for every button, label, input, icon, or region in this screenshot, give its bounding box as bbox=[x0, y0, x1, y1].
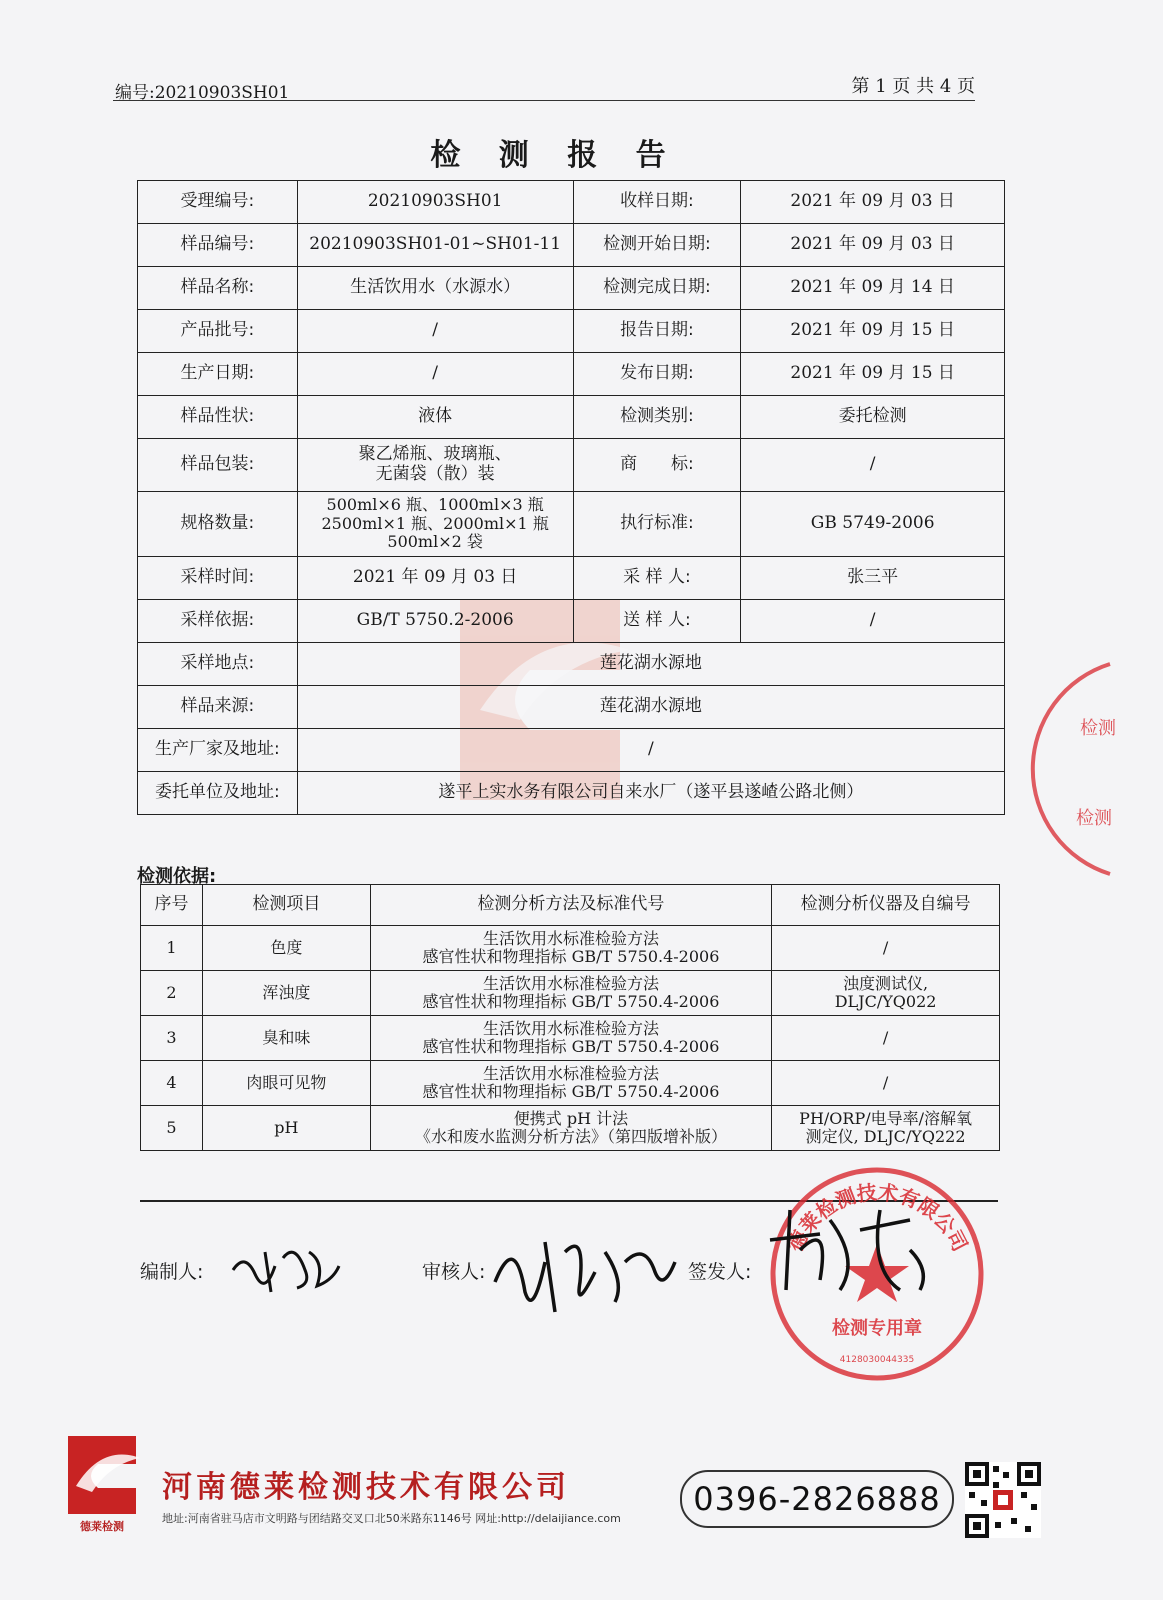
label-acceptance-no: 受理编号: bbox=[138, 181, 298, 224]
basis-instrument bbox=[772, 926, 1000, 971]
label-sample-state: 样品性状: bbox=[138, 396, 298, 439]
value-sampler: 张三平 bbox=[741, 557, 1005, 600]
spec-line-1: 500ml×6 瓶、1000ml×3 瓶 bbox=[326, 495, 544, 515]
compiler-signature bbox=[225, 1222, 345, 1302]
basis-method bbox=[370, 1061, 771, 1106]
company-logo bbox=[62, 1430, 142, 1520]
method-line: 《水和废水监测分析方法》（第四版增补版） bbox=[414, 1127, 727, 1146]
info-row bbox=[138, 600, 1005, 643]
value-sampling-location: 莲花湖水源地 bbox=[297, 643, 1004, 686]
value-test-category: 委托检测 bbox=[741, 396, 1005, 439]
basis-section-title: 检测依据: bbox=[137, 866, 217, 887]
side-seal-text-1: 检测 bbox=[1080, 718, 1116, 739]
value-delivered-by: / bbox=[741, 600, 1005, 643]
label-packaging: 样品包装: bbox=[138, 439, 298, 492]
value-packaging bbox=[297, 439, 573, 492]
basis-header-method: 检测分析方法及标准代号 bbox=[370, 885, 771, 926]
method-line: 感官性状和物理指标 GB/T 5750.4-2006 bbox=[422, 1037, 720, 1056]
label-batch-no: 产品批号: bbox=[138, 310, 298, 353]
label-delivered-by: 送 样 人: bbox=[573, 600, 741, 643]
value-spec-quantity bbox=[297, 492, 573, 557]
basis-no: 1 bbox=[141, 926, 203, 971]
basis-no: 5 bbox=[141, 1106, 203, 1151]
basis-row bbox=[141, 1016, 1000, 1061]
page-indicator: 第 1 页 共 4 页 bbox=[851, 76, 975, 97]
value-client: 遂平上实水务有限公司自来水厂（遂平县遂嵖公路北侧） bbox=[297, 772, 1004, 815]
label-sample-name: 样品名称: bbox=[138, 267, 298, 310]
label-receipt-date: 收样日期: bbox=[573, 181, 741, 224]
label-sampler: 采 样 人: bbox=[573, 557, 741, 600]
instrument-line: 测定仪, DLJC/YQ222 bbox=[805, 1127, 966, 1146]
basis-item: 肉眼可见物 bbox=[202, 1061, 370, 1106]
basis-row bbox=[141, 926, 1000, 971]
value-trademark: / bbox=[741, 439, 1005, 492]
method-line: 感官性状和物理指标 GB/T 5750.4-2006 bbox=[422, 1082, 720, 1101]
instrument-line: PH/ORP/电导率/溶解氧 bbox=[799, 1108, 972, 1128]
info-row bbox=[138, 353, 1005, 396]
spec-line-2: 2500ml×1 瓶、2000ml×1 瓶 bbox=[321, 513, 549, 533]
header-divider bbox=[113, 100, 975, 101]
label-report-date: 报告日期: bbox=[573, 310, 741, 353]
instrument-line: / bbox=[882, 1027, 889, 1047]
basis-instrument bbox=[772, 971, 1000, 1016]
label-trademark: 商 标: bbox=[573, 439, 741, 492]
reviewer-signature bbox=[485, 1222, 685, 1322]
seal-company-arc: 德莱检测技术有限公司 bbox=[782, 1180, 973, 1256]
info-row bbox=[138, 772, 1005, 815]
info-row bbox=[138, 557, 1005, 600]
info-row bbox=[138, 643, 1005, 686]
value-manufacturer: / bbox=[297, 729, 1004, 772]
value-sampling-time: 2021 年 09 月 03 日 bbox=[297, 557, 573, 600]
basis-method bbox=[370, 1016, 771, 1061]
basis-no: 3 bbox=[141, 1016, 203, 1061]
method-line: 生活饮用水标准检验方法 bbox=[482, 1063, 659, 1083]
label-sampling-basis: 采样依据: bbox=[138, 600, 298, 643]
value-sample-name: 生活饮用水（水源水） bbox=[297, 267, 573, 310]
info-row bbox=[138, 224, 1005, 267]
basis-item: 浑浊度 bbox=[202, 971, 370, 1016]
label-production-date: 生产日期: bbox=[138, 353, 298, 396]
method-line: 感官性状和物理指标 GB/T 5750.4-2006 bbox=[422, 947, 720, 966]
value-acceptance-no: 20210903SH01 bbox=[297, 181, 573, 224]
spec-line-3: 500ml×2 袋 bbox=[387, 532, 483, 552]
value-receipt-date: 2021 年 09 月 03 日 bbox=[741, 181, 1005, 224]
basis-method bbox=[370, 971, 771, 1016]
packaging-line-1: 聚乙烯瓶、玻璃瓶、 bbox=[358, 444, 512, 465]
basis-row bbox=[141, 1061, 1000, 1106]
issuer-signature bbox=[760, 1190, 940, 1310]
issuer-label: 签发人: bbox=[688, 1261, 752, 1283]
value-production-date: / bbox=[297, 353, 573, 396]
report-title: 检 测 报 告 bbox=[430, 138, 680, 173]
basis-header-no: 序号 bbox=[141, 885, 203, 926]
label-spec-quantity: 规格数量: bbox=[138, 492, 298, 557]
reviewer-label: 审核人: bbox=[422, 1261, 486, 1283]
info-row bbox=[138, 310, 1005, 353]
info-row bbox=[138, 686, 1005, 729]
document-number: 编号:20210903SH01 bbox=[115, 83, 290, 103]
instrument-line: 浊度测试仪, bbox=[843, 973, 929, 993]
seal-serial: 4128030044335 bbox=[839, 1355, 915, 1365]
method-line: 便携式 pH 计法 bbox=[513, 1108, 629, 1128]
basis-row bbox=[141, 1106, 1000, 1151]
label-sampling-location: 采样地点: bbox=[138, 643, 298, 686]
value-standard: GB 5749-2006 bbox=[741, 492, 1005, 557]
side-seal-text-2: 检测 bbox=[1076, 808, 1112, 829]
label-publish-date: 发布日期: bbox=[573, 353, 741, 396]
method-line: 生活饮用水标准检验方法 bbox=[482, 1018, 659, 1038]
basis-item: pH bbox=[202, 1106, 370, 1151]
instrument-line: / bbox=[882, 1072, 889, 1092]
basis-row bbox=[141, 971, 1000, 1016]
seal-label: 检测专用章 bbox=[832, 1318, 922, 1339]
label-standard: 执行标准: bbox=[573, 492, 741, 557]
value-report-date: 2021 年 09 月 15 日 bbox=[741, 310, 1005, 353]
value-sample-no: 20210903SH01-01~SH01-11 bbox=[297, 224, 573, 267]
label-manufacturer: 生产厂家及地址: bbox=[138, 729, 298, 772]
value-publish-date: 2021 年 09 月 15 日 bbox=[741, 353, 1005, 396]
basis-no: 2 bbox=[141, 971, 203, 1016]
sample-info-table bbox=[137, 180, 1005, 815]
label-client: 委托单位及地址: bbox=[138, 772, 298, 815]
basis-header-instrument: 检测分析仪器及自编号 bbox=[772, 885, 1000, 926]
instrument-line: DLJC/YQ022 bbox=[834, 992, 937, 1011]
value-sample-source: 莲花湖水源地 bbox=[297, 686, 1004, 729]
basis-item: 臭和味 bbox=[202, 1016, 370, 1061]
phone-number: 0396-2826888 bbox=[680, 1470, 954, 1528]
method-line: 生活饮用水标准检验方法 bbox=[482, 928, 659, 948]
info-row bbox=[138, 439, 1005, 492]
value-sample-state: 液体 bbox=[297, 396, 573, 439]
value-test-start-date: 2021 年 09 月 03 日 bbox=[741, 224, 1005, 267]
label-sampling-time: 采样时间: bbox=[138, 557, 298, 600]
value-batch-no: / bbox=[297, 310, 573, 353]
logo-caption: 德莱检测 bbox=[80, 1520, 124, 1533]
value-sampling-basis: GB/T 5750.2-2006 bbox=[297, 600, 573, 643]
compiler-label: 编制人: bbox=[140, 1261, 204, 1283]
basis-no: 4 bbox=[141, 1061, 203, 1106]
company-name: 河南德莱检测技术有限公司 bbox=[162, 1470, 570, 1505]
info-row bbox=[138, 729, 1005, 772]
label-sample-source: 样品来源: bbox=[138, 686, 298, 729]
basis-item: 色度 bbox=[202, 926, 370, 971]
instrument-line: / bbox=[882, 937, 889, 957]
basis-instrument bbox=[772, 1106, 1000, 1151]
company-address: 地址:河南省驻马店市文明路与团结路交叉口北50米路东1146号 网址:http://delaijiance.com bbox=[162, 1512, 621, 1525]
label-test-start-date: 检测开始日期: bbox=[573, 224, 741, 267]
method-line: 生活饮用水标准检验方法 bbox=[482, 973, 659, 993]
info-row bbox=[138, 396, 1005, 439]
basis-method bbox=[370, 1106, 771, 1151]
info-row bbox=[138, 492, 1005, 557]
basis-instrument bbox=[772, 1061, 1000, 1106]
test-basis-table bbox=[140, 884, 1000, 1151]
label-sample-no: 样品编号: bbox=[138, 224, 298, 267]
value-test-end-date: 2021 年 09 月 14 日 bbox=[741, 267, 1005, 310]
label-test-end-date: 检测完成日期: bbox=[573, 267, 741, 310]
basis-instrument bbox=[772, 1016, 1000, 1061]
side-seal bbox=[1062, 664, 1116, 874]
packaging-line-2: 无菌袋（散）装 bbox=[375, 464, 495, 484]
info-row bbox=[138, 181, 1005, 224]
label-test-category: 检测类别: bbox=[573, 396, 741, 439]
basis-header-row bbox=[141, 885, 1000, 926]
basis-header-item: 检测项目 bbox=[202, 885, 370, 926]
info-row bbox=[138, 267, 1005, 310]
method-line: 感官性状和物理指标 GB/T 5750.4-2006 bbox=[422, 992, 720, 1011]
basis-method bbox=[370, 926, 771, 971]
qr-code-icon bbox=[965, 1462, 1041, 1538]
